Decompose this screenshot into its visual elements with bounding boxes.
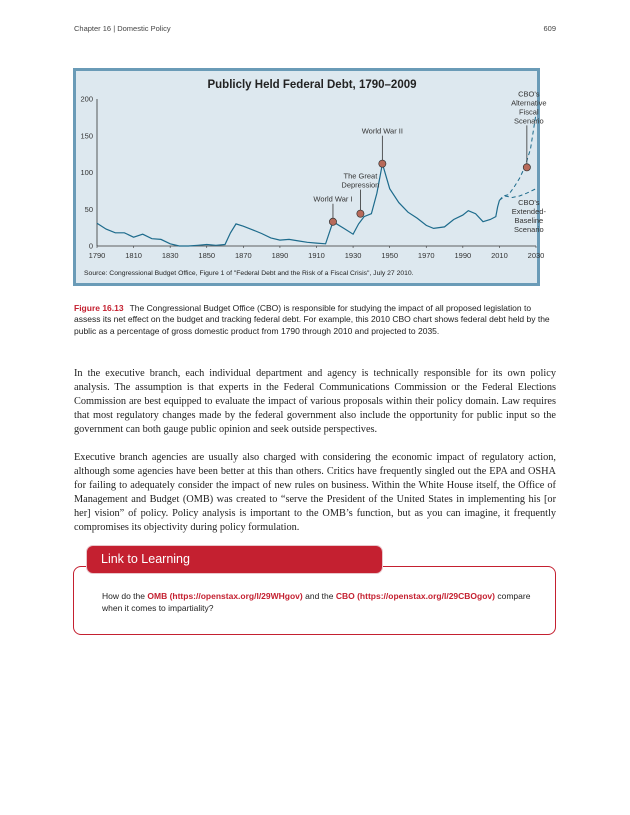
cbo-link[interactable]: CBO (https://openstax.org/l/29CBOgov): [335, 591, 495, 601]
page-number: 609: [543, 24, 556, 33]
event-marker: [523, 164, 530, 171]
y-tick-label: 0: [88, 241, 93, 251]
chapter-title: Chapter 16 | Domestic Policy: [74, 24, 171, 33]
event-marker: [357, 210, 364, 217]
x-tick-label: 2010: [491, 251, 508, 260]
figure-caption: [74, 303, 556, 337]
link-to-learning-title: Link to Learning: [101, 552, 190, 566]
omb-link[interactable]: OMB (https://openstax.org/l/29WHgov): [147, 591, 303, 601]
x-tick-label: 1990: [454, 251, 472, 260]
ltl-text-2: and the: [302, 591, 336, 601]
debt-chart-figure: [73, 68, 547, 286]
annotation-label: CBO's Alternative Fiscal Scenario: [511, 89, 547, 126]
chart-source: Source: Congressional Budget Office, Figure 1 of "Federal Debt and the Risk of a Fiscal Crisis", July 27 2010.: [84, 270, 414, 277]
y-tick-label: 150: [80, 131, 93, 141]
x-tick-label: 1930: [344, 251, 362, 260]
annotation-label: The Great Depression: [341, 171, 380, 190]
x-tick-label: 1850: [198, 251, 216, 260]
x-tick-label: 1810: [125, 251, 142, 260]
annotation-label: World War II: [361, 126, 403, 136]
annotation-label: CBO's Extended-Baseline Scenario: [511, 198, 546, 235]
x-tick-label: 1970: [417, 251, 435, 260]
y-tick-label: 200: [80, 94, 93, 104]
chart-title: Publicly Held Federal Debt, 1790–2009: [207, 79, 417, 91]
projection-series-line: [499, 114, 536, 201]
paragraph-2: [74, 451, 556, 536]
y-tick-label: 50: [84, 204, 93, 214]
paragraph-2-text: Executive branch agencies are usually also charged with considering the economic impact of regulatory action, although some agencies have been better at this than others. Critics have frequently singled out the EPA and OSHA for failing to adequately consider the impact of new rules on business. Within the White House itself, the Office of Management and Budget (OMB) was created to “serve the President of the United States in implementing his [or her] vision” of policy. Policy analysis is important to the OMB’s function, but as you can imagine, it frequently compromises its objectivity during policy formulation.: [74, 452, 556, 534]
ltl-text-1: How do the: [102, 591, 148, 601]
x-tick-label: 2030: [527, 251, 545, 260]
debt-chart: [76, 71, 547, 283]
x-tick-label: 1790: [88, 251, 106, 260]
x-tick-label: 1910: [308, 251, 325, 260]
annotation-label: World War I: [313, 194, 353, 204]
figure-label: Figure 16.13: [74, 303, 124, 313]
debt-series-line: [97, 164, 499, 246]
x-tick-label: 1870: [234, 251, 252, 260]
ltl-text-3: compare when it comes to impartiality?: [102, 591, 531, 613]
x-tick-label: 1890: [271, 251, 289, 260]
y-tick-label: 100: [80, 168, 93, 177]
event-marker: [379, 160, 386, 167]
paragraph-1-text: In the executive branch, each individual department and agency is technically responsible for its own policy analysis. The assumption is that experts in the Federal Communications Commission or the Federal Elections Commission are best equipped to evaluate the impact of various proposals within their policy domain. Law requires that most regulatory changes made by the federal government also include the opportunity for public input so the government can both gauge public opinion and seek outside perspectives.: [74, 368, 556, 436]
paragraph-1: [74, 367, 556, 437]
link-to-learning-text: [102, 590, 542, 614]
figure-caption-text: The Congressional Budget Office (CBO) is responsible for studying the impact of all proposed legislation to assess its net effect on the budget and tracking federal debt. For example, this 2010 CBO chart shows federal debt held by the public as a percentage of gross domestic product from 1790 through 2010 and projected to 2035.: [74, 303, 550, 336]
x-tick-label: 1950: [381, 251, 399, 260]
event-marker: [329, 218, 336, 225]
page-header: [74, 24, 556, 36]
link-to-learning-tab: [86, 545, 383, 574]
x-tick-label: 1830: [161, 251, 179, 260]
